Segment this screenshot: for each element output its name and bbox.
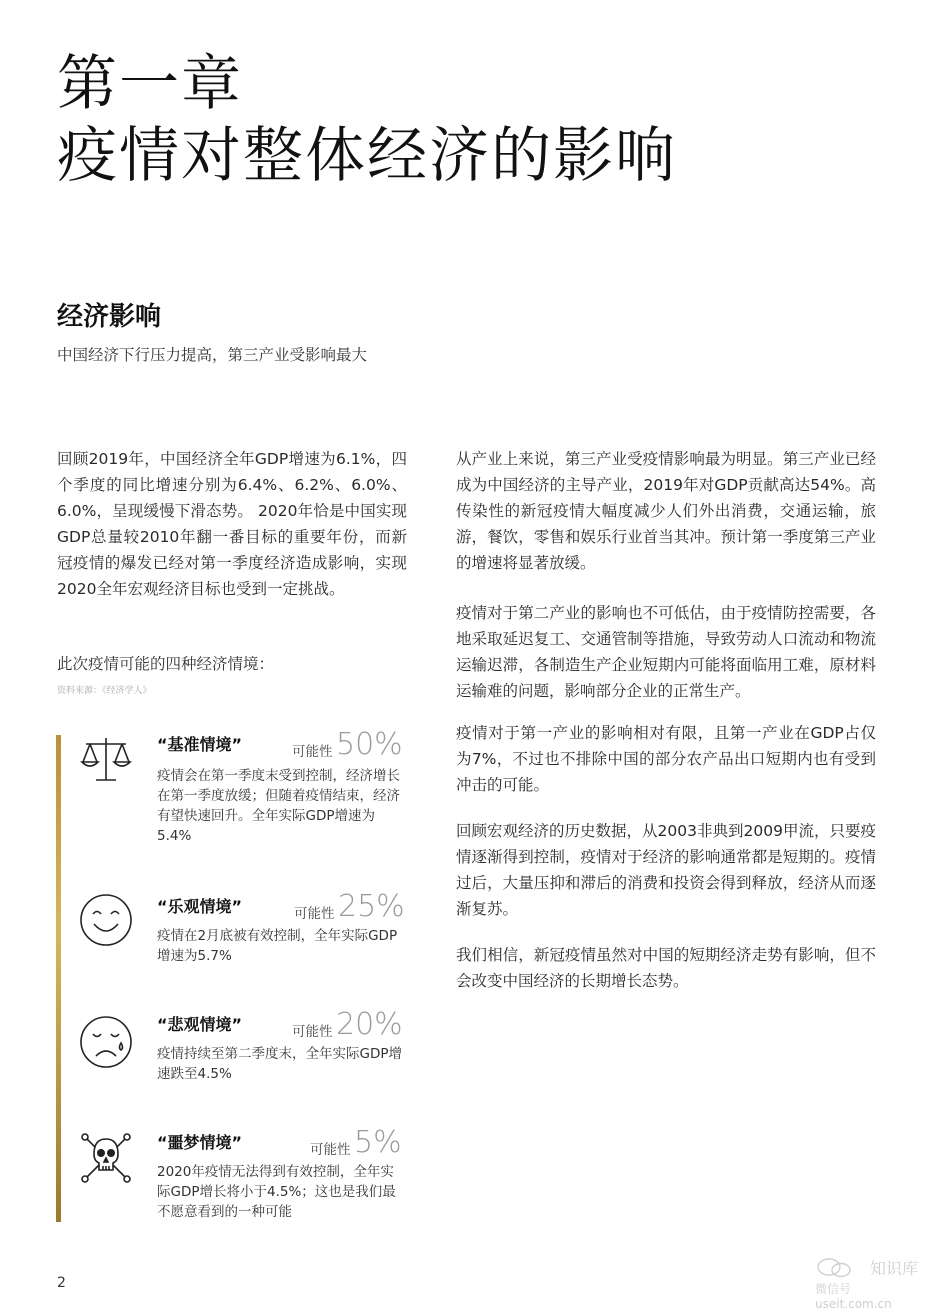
scenario-description: 疫情会在第一季度末受到控制，经济增长在第一季度放缓；但随着疫情结束，经济有望快速回升。全年实际GDP增速为5.4% (157, 768, 400, 844)
scenarios-intro: 此次疫情可能的四种经济情境： (57, 655, 275, 673)
page-number: 2 (57, 1275, 66, 1291)
paragraph-historical-data: 回顾宏观经济的历史数据，从2003非典到2009甲流，只要疫情逐渐得到控制，疫情对于经济的影响通常都是短期的。疫情过后，大量压抑和滞后的消费和投资会得到释放，经济从而逐渐复苏。 (456, 822, 876, 918)
probability-value: 50% (336, 727, 403, 762)
scenario-title: “悲观情境” (157, 1015, 243, 1034)
scales-icon (78, 732, 134, 788)
gold-accent-bar (56, 735, 61, 1222)
scenario-title: “乐观情境” (157, 897, 243, 916)
section-subtitle: 中国经济下行压力提高，第三产业受影响最大 (57, 346, 368, 364)
probability-value: 5% (354, 1125, 402, 1160)
scenario-nightmare (78, 1125, 402, 1228)
smiley-face-icon (78, 892, 134, 948)
paragraph-secondary-industry: 疫情对于第二产业的影响也不可低估，由于疫情防控需要，各地采取延迟复工、交通管制等措施，导致劳动人口流动和物流运输迟滞，各制造生产企业短期内可能将面临用工难，原材料运输难的问题，影响部分企业的正常生产。 (456, 604, 876, 700)
skull-crossbones-icon (78, 1130, 134, 1186)
probability-label: 可能性 (294, 906, 335, 922)
probability-label: 可能性 (292, 744, 333, 760)
paragraph-conclusion: 我们相信，新冠疫情虽然对中国的短期经济走势有影响，但不会改变中国经济的长期增长态势。 (456, 946, 876, 990)
scenario-optimistic (78, 889, 405, 972)
intro-paragraph: 回顾2019年，中国经济全年GDP增速为6.1%，四个季度的同比增速分别为6.4%、6.2%、6.0%、6.0%，呈现缓慢下滑态势。 2020年恰是中国实现GDP总量较2010年翻一番目标的重要年份，而新冠疫情的爆发已经对第一季度经济造成影响，实现2020全年宏观经济目标也受到一定挑战。 (57, 450, 407, 598)
probability-value: 20% (336, 1007, 403, 1042)
paragraph-tertiary-industry: 从产业上来说，第三产业受疫情影响最为明显。第三产业已经成为中国经济的主导产业，2019年对GDP贡献高达54%。高传染性的新冠疫情大幅度减少人们外出消费，交通运输，旅游，餐饮，零售和娱乐行业首当其冲。预计第一季度第三产业的增速将显著放缓。 (456, 450, 876, 572)
probability-label: 可能性 (292, 1024, 333, 1040)
watermark-name: 知识库 (870, 1259, 919, 1278)
scenario-title: “基准情境” (157, 735, 243, 754)
sad-face-icon (78, 1014, 134, 1070)
probability-value: 25% (338, 889, 405, 924)
scenario-title: “噩梦情境” (157, 1133, 243, 1152)
scenario-description: 2020年疫情无法得到有效控制，全年实际GDP增长将小于4.5%；这也是我们最不愿意看到的一种可能 (157, 1164, 396, 1220)
section-title: 经济影响 (57, 302, 162, 332)
scenario-description: 疫情在2月底被有效控制，全年实际GDP增速为5.7% (157, 928, 398, 964)
chapter-title: 疫情对整体经济的影响 (57, 121, 677, 191)
watermark-id: 微信号 useit.com.cn (815, 1282, 892, 1311)
scenario-description: 疫情持续至第二季度末，全年实际GDP增速跌至4.5% (157, 1046, 402, 1082)
source-note: 资料来源：《经济学人》 (57, 686, 152, 696)
scenario-baseline (78, 727, 403, 850)
probability-label: 可能性 (310, 1142, 351, 1158)
chapter-number: 第一章 (57, 49, 243, 119)
scenario-pessimistic (78, 1007, 403, 1090)
paragraph-primary-industry: 疫情对于第一产业的影响相对有限，且第一产业在GDP占仅为7%，不过也不排除中国的部分农产品出口短期内也有受到冲击的可能。 (456, 724, 876, 794)
